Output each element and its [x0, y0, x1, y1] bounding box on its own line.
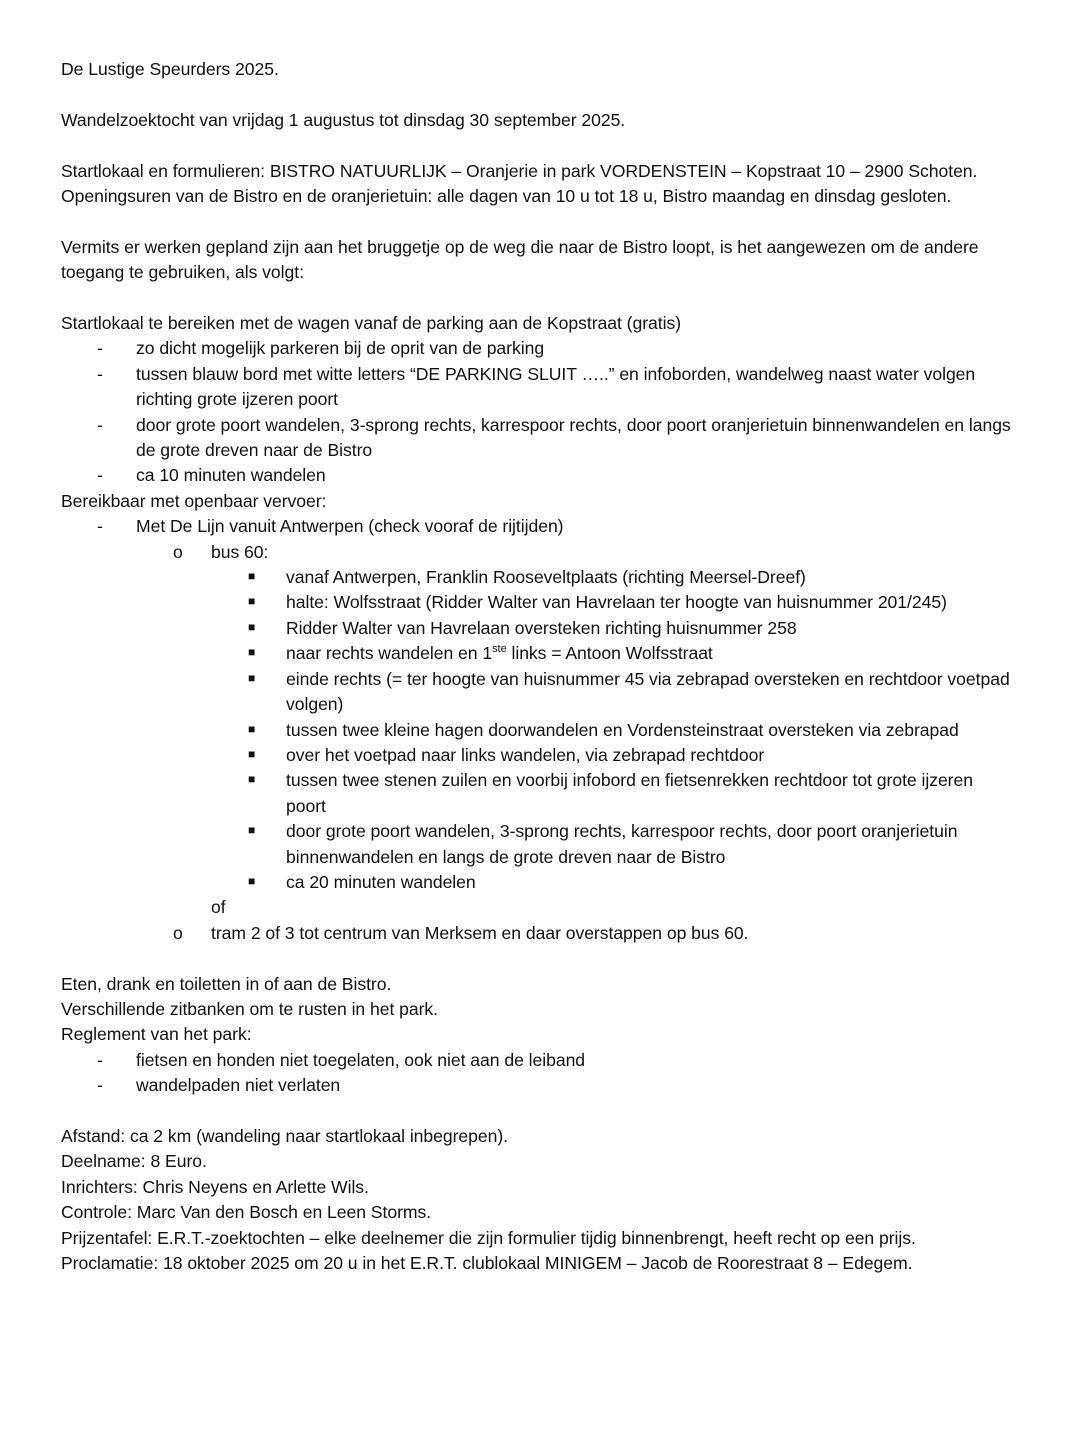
dash-marker: -	[97, 363, 103, 384]
list-item: - door grote poort wandelen, 3-sprong rechts, karrespoor rechts, door poort oranjerietuin binnenwandelen en langs de grote dreven naar de Bistro	[97, 414, 1011, 461]
proclamation-line: Proclamatie: 18 oktober 2025 om 20 u in het E.R.T. clublokaal MINIGEM – Jacob de Roorestraat 8 – Edegem.	[61, 1253, 913, 1273]
period-line: Wandelzoektocht van vrijdag 1 augustus tot dinsdag 30 september 2025.	[61, 109, 626, 130]
bus-steps-list	[61, 565, 1011, 895]
list-item: - ca 10 minuten wandelen	[61, 463, 1011, 488]
list-item: ■ over het voetpad naar links wandelen, via zebrapad rechtdoor	[61, 743, 1011, 768]
list-item: ■ einde rechts (= ter hoogte van huisnummer 45 via zebrapad oversteken en rechtdoor voetpad volgen)	[61, 667, 1011, 718]
dash-marker: -	[97, 516, 103, 537]
list-item: o bus 60:	[61, 540, 1011, 565]
car-intro: Startlokaal te bereiken met de wagen vanaf de parking aan de Kopstraat (gratis)	[61, 313, 682, 333]
dash-marker: -	[97, 338, 103, 359]
list-item: ■ vanaf Antwerpen, Franklin Rooseveltplaats (richting Meersel-Dreef)	[61, 565, 1011, 590]
document-page	[61, 57, 1011, 1276]
square-marker: ■	[248, 645, 256, 660]
prizes-line: Prijzentafel: E.R.T.-zoektochten – elke deelnemer die zijn formulier tijdig binnenbrengt, heeft recht op een prijs.	[61, 1227, 916, 1248]
tram-list	[61, 921, 1011, 946]
dash-marker: -	[97, 414, 103, 435]
bus-list	[61, 540, 1011, 565]
square-marker: ■	[248, 569, 256, 584]
square-marker: ■	[248, 746, 256, 761]
square-marker: ■	[248, 670, 256, 685]
transit-list	[61, 514, 1011, 539]
opening-hours: Openingsuren van de Bistro en de oranjerietuin: alle dagen van 10 u tot 18 u, Bistro maandag en dinsdag gesloten.	[61, 186, 952, 206]
square-marker: ■	[248, 721, 256, 736]
list-item: ■ tussen twee stenen zuilen en voorbij infobord en fietsenrekken rechtdoor tot grote ijzeren poort	[61, 768, 1011, 819]
food-line: Eten, drank en toiletten in of aan de Bistro.	[61, 973, 392, 994]
or-text: of	[211, 897, 226, 918]
distance-line: Afstand: ca 2 km (wandeling naar startlokaal inbegrepen).	[61, 1125, 509, 1146]
list-item: - tussen blauw bord met witte letters “DE PARKING SLUIT …..” en infoborden, wandelweg naast water volgen richting grote ijzeren poort	[97, 363, 976, 410]
square-marker: ■	[248, 823, 256, 838]
list-item: - Met De Lijn vanuit Antwerpen (check vooraf de rijtijden)	[61, 514, 1011, 539]
square-marker: ■	[248, 772, 256, 787]
transit-intro: Bereikbaar met openbaar vervoer:	[61, 490, 327, 511]
square-marker: ■	[248, 594, 256, 609]
list-item: o tram 2 of 3 tot centrum van Merksem en daar overstappen op bus 60.	[61, 921, 1011, 946]
list-item: ■ naar rechts wandelen en 1ste links = Antoon Wolfsstraat	[61, 641, 1011, 666]
control-line: Controle: Marc Van den Bosch en Leen Storms.	[61, 1202, 432, 1223]
fee-line: Deelname: 8 Euro.	[61, 1151, 207, 1172]
list-item: - wandelpaden niet verlaten	[61, 1073, 1011, 1098]
car-list	[61, 336, 1011, 488]
list-item: ■ Ridder Walter van Havrelaan oversteken richting huisnummer 258	[61, 616, 1011, 641]
rules-list	[61, 1048, 1011, 1099]
square-marker: ■	[248, 873, 256, 888]
organizers-line: Inrichters: Chris Neyens en Arlette Wils.	[61, 1176, 369, 1197]
works-notice: Vermits er werken gepland zijn aan het bruggetje op de weg die naar de Bistro loopt, is het aangewezen om de andere toegang te gebruiken, als volgt:	[61, 236, 979, 283]
square-marker: ■	[248, 619, 256, 634]
start-location: Startlokaal en formulieren: BISTRO NATUURLIJK – Oranjerie in park VORDENSTEIN – Kopstraat 10 – 2900 Schoten.	[61, 160, 978, 181]
list-item: ■ ca 20 minuten wandelen	[61, 870, 1011, 895]
list-item: ■ tussen twee kleine hagen doorwandelen en Vordensteinstraat oversteken via zebrapad	[61, 718, 1011, 743]
rules-intro: Reglement van het park:	[61, 1024, 252, 1045]
list-item: - zo dicht mogelijk parkeren bij de oprit van de parking	[61, 336, 1011, 361]
dash-marker: -	[97, 1075, 103, 1096]
circle-marker: o	[173, 541, 183, 562]
list-item: ■ door grote poort wandelen, 3-sprong rechts, karrespoor rechts, door poort oranjerietuin binnenwandelen en langs de grote dreven naar de Bistro	[61, 819, 1011, 870]
circle-marker: o	[173, 922, 183, 943]
dash-marker: -	[97, 1049, 103, 1070]
dash-marker: -	[97, 465, 103, 486]
list-item: - fietsen en honden niet toegelaten, ook niet aan de leiband	[61, 1048, 1011, 1073]
benches-line: Verschillende zitbanken om te rusten in het park.	[61, 998, 439, 1019]
list-item: ■ halte: Wolfsstraat (Ridder Walter van Havrelaan ter hoogte van huisnummer 201/245)	[61, 590, 1011, 615]
document-title: De Lustige Speurders 2025.	[61, 59, 279, 79]
